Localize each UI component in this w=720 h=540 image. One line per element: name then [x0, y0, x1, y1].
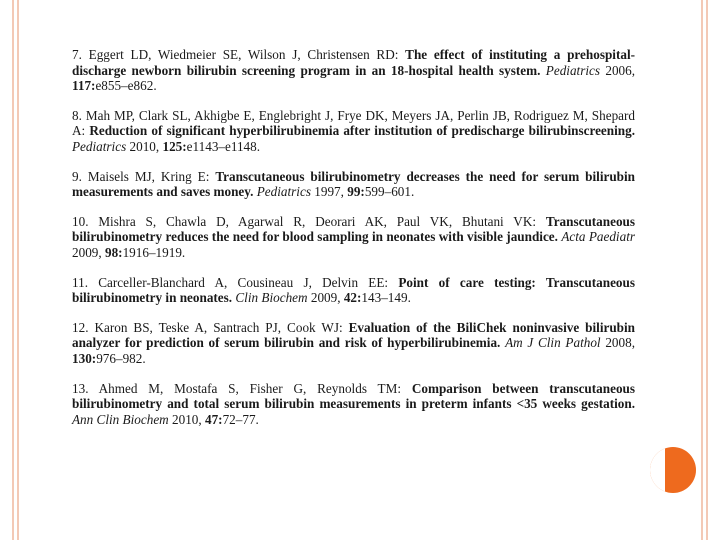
ref-year: 2009,: [310, 290, 341, 306]
ref-journal: Am J Clin Pathol: [505, 335, 601, 351]
reference-item: [72, 275, 635, 306]
ref-authors: Maisels MJ, Kring E:: [87, 168, 210, 184]
reference-item: [72, 381, 635, 428]
ref-title: The effect of instituting a prehospital-discharge newborn bilirubin screening program in an 18-hospital health system.: [72, 47, 636, 78]
ref-volume: 99:: [347, 184, 365, 200]
ref-year: 2010,: [172, 411, 202, 427]
ref-pages: e1143–e1148.: [186, 138, 261, 154]
ref-volume: 125:: [162, 138, 187, 154]
ref-pages: 1916–1919.: [122, 244, 186, 260]
reference-item: [72, 169, 635, 200]
ref-pages: 143–149.: [361, 290, 411, 306]
ref-journal: Ann Clin Biochem: [72, 411, 169, 427]
ref-year: 2008,: [605, 335, 635, 351]
ref-number: 11.: [72, 274, 88, 290]
ref-title: Transcutaneous bilirubinometry decreases the need for serum bilirubin measurements and saves money.: [72, 168, 636, 200]
ref-authors: Mishra S, Chawla D, Agarwal R, Deorari AK, Paul VK, Bhutani VK:: [98, 213, 537, 229]
ref-authors: Karon BS, Teske A, Santrach PJ, Cook WJ:: [94, 319, 343, 335]
reference-list: [72, 47, 635, 441]
ref-journal: Pediatrics: [256, 184, 311, 200]
ref-number: 13.: [72, 380, 89, 396]
reference-item: [72, 214, 635, 261]
ref-journal: Acta Paediatr: [561, 229, 635, 245]
ref-year: 2006,: [605, 62, 636, 78]
ref-journal: Clin Biochem: [235, 290, 308, 306]
ref-title: Comparison between transcutaneous bilirubinometry and total serum bilirubin measurements in preterm infants <35 weeks gestation.: [72, 380, 635, 412]
ref-number: 8.: [72, 107, 82, 123]
ref-authors: Mah MP, Clark SL, Akhigbe E, Englebright J, Frye DK, Meyers JA, Perlin JB, Rodriguez M, Shepard A:: [72, 107, 635, 139]
frame-line-left-outer: [12, 0, 14, 540]
reference-item: [72, 108, 635, 155]
frame-line-right-inner: [701, 0, 703, 540]
reference-item: [72, 320, 635, 367]
ref-volume: 98:: [104, 244, 123, 260]
ref-number: 7.: [72, 47, 82, 62]
ref-pages: 599–601.: [364, 184, 415, 200]
ref-authors: Ahmed M, Mostafa S, Fisher G, Reynolds TM:: [98, 380, 401, 396]
ref-number: 9.: [72, 168, 82, 184]
ref-title: Transcutaneous bilirubinometry reduces the need for blood sampling in neonates with visible jaundice.: [72, 213, 636, 245]
ref-journal: Pediatrics: [545, 62, 600, 78]
ref-title: Evaluation of the BiliChek noninvasive bilirubin analyzer for prediction of serum bilirubin and risk of hyperbilirubinemia.: [72, 319, 636, 351]
ref-number: 10.: [72, 213, 89, 229]
ref-volume: 47:: [204, 411, 223, 427]
ref-year: 1997,: [314, 184, 344, 200]
frame-line-right-outer: [706, 0, 708, 540]
ref-volume: 130:: [72, 350, 97, 366]
ref-title: Reduction of significant hyperbilirubinemia after institution of predischarge bilirubinscreening.: [89, 123, 636, 139]
ref-pages: 976–982.: [96, 350, 146, 366]
ref-year: 2009,: [72, 244, 102, 260]
ref-volume: 117:: [72, 78, 96, 94]
ref-year: 2010,: [129, 138, 160, 154]
ref-journal: Pediatrics: [72, 138, 127, 154]
ref-volume: 42:: [343, 290, 362, 306]
ref-pages: 72–77.: [222, 411, 259, 427]
decorative-orange-circle: [650, 447, 696, 493]
frame-line-left-inner: [17, 0, 19, 540]
ref-authors: Carceller-Blanchard A, Cousineau J, Delvin EE:: [98, 274, 389, 290]
ref-title: Point of care testing: Transcutaneous bilirubinometry in neonates.: [72, 274, 635, 306]
ref-pages: e855–e862.: [95, 78, 157, 94]
ref-number: 12.: [72, 319, 89, 335]
ref-authors: Eggert LD, Wiedmeier SE, Wilson J, Christensen RD:: [88, 47, 399, 62]
reference-item: [72, 47, 635, 94]
